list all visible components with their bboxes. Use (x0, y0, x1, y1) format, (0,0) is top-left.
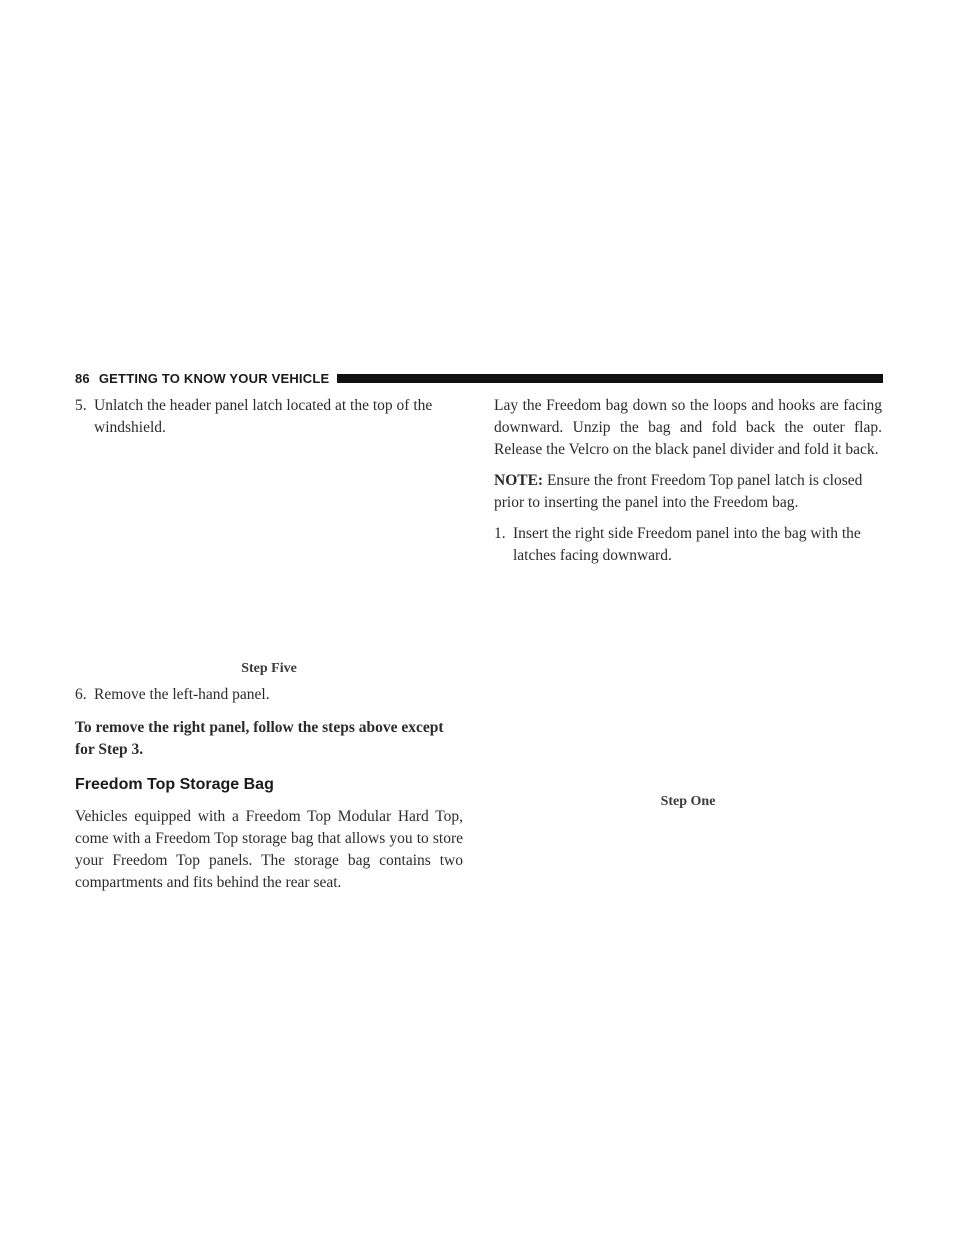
note-paragraph (494, 470, 882, 514)
page-header (75, 370, 883, 386)
step-one-caption: Step One (660, 794, 716, 809)
step-five-image-area (75, 439, 463, 658)
left-column (75, 395, 463, 894)
step-five-number: 5. (75, 397, 87, 414)
right-panel-note: To remove the right panel, follow the steps above except for Step 3. (75, 719, 444, 758)
storage-bag-heading: Freedom Top Storage Bag (75, 776, 274, 793)
step-six-text: Remove the left-hand panel. (94, 686, 270, 703)
bag-intro-paragraph: Lay the Freedom bag down so the loops and hooks are facing downward. Unzip the bag and fold back the outer flap. Release the Velcro on the black panel divider and fold it back. (494, 397, 882, 458)
storage-bag-paragraph: Vehicles equipped with a Freedom Top Modular Hard Top, come with a Freedom Top storage bag that allows you to store your Freedom Top panels. The storage bag contains two compartments and fits behind the rear seat. (75, 808, 463, 891)
step-six-number: 6. (75, 686, 87, 703)
step-five-instruction (75, 395, 463, 439)
page-number: 86 (75, 370, 90, 386)
step-five-text: Unlatch the header panel latch located at the top of the windshield. (94, 397, 433, 436)
header-rule (337, 374, 883, 383)
step-one-text: Insert the right side Freedom panel into the bag with the latches facing downward. (513, 525, 861, 564)
step-five-caption: Step Five (241, 661, 297, 676)
right-column (494, 395, 882, 813)
step-one-number: 1. (494, 525, 506, 542)
note-label: NOTE: (494, 472, 544, 489)
step-six-instruction (75, 684, 463, 706)
step-one-image-area (494, 567, 882, 791)
section-title: GETTING TO KNOW YOUR VEHICLE (98, 370, 330, 386)
note-text: Ensure the front Freedom Top panel latch is closed prior to inserting the panel into the Freedom bag. (494, 472, 863, 511)
step-one-instruction (494, 523, 882, 567)
